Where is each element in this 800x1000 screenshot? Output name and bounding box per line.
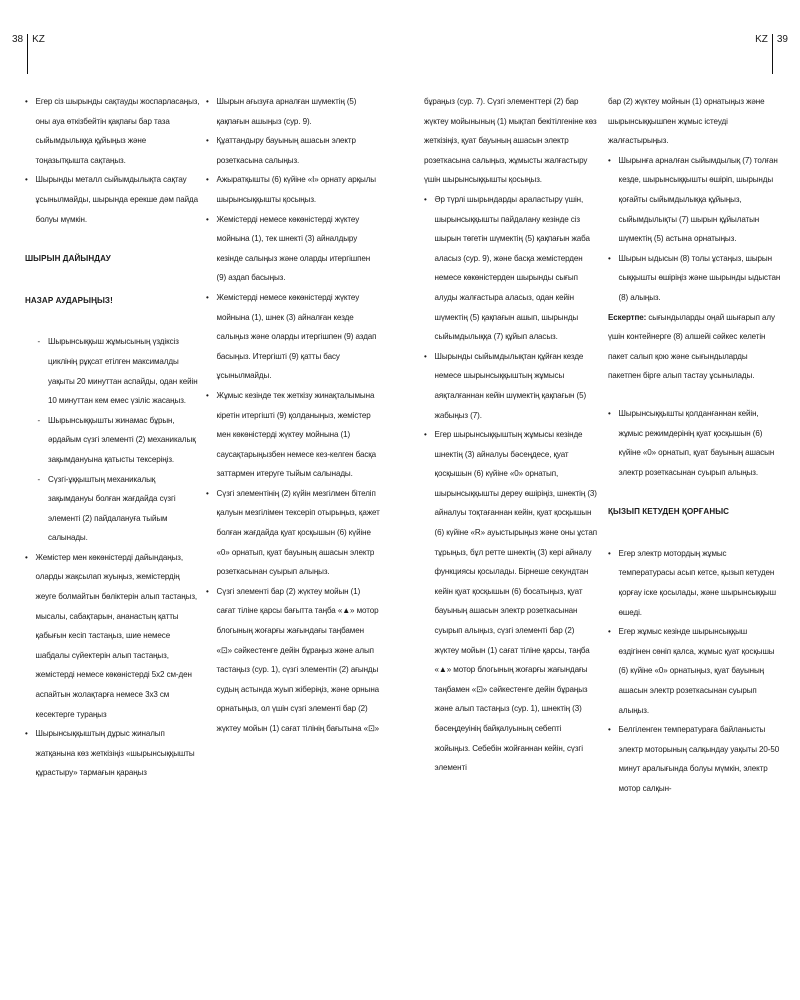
list-item: • Жемістерді немесе көкөністерді жүктеу мойнына (1), тек шнекті (3) айналдыру кезінде салыңыз және оларды итергішпен (9) аздап басыңыз. xyxy=(206,210,381,288)
note-paragraph xyxy=(608,308,781,386)
column-4 xyxy=(608,92,781,799)
operation-bullets xyxy=(206,92,381,739)
left-language-code: KZ xyxy=(32,34,45,45)
note-text: сығындыларды оңай шығарып алу үшін контейнерге (8) алшейі сәйкес келетін пакет салып қою және сығындыларды пакетпен бірге алып тастау ұсынылады. xyxy=(608,311,775,381)
header-divider xyxy=(772,34,773,74)
column-3 xyxy=(424,92,599,778)
note-label: Ескертпе: xyxy=(608,311,647,322)
continuation-paragraph: бар (2) жүктеу мойнын (1) орнатыңыз және шырынсыққышпен жұмыс істеуді жалғастырыңыз. xyxy=(608,96,765,146)
list-item: • Егер шырынсыққыштың жұмысы кезінде шнектің (3) айналуы бәсеңдесе, қуат қосқышын (6) күйіне «0» орнатып, шырынсыққышты дереу өшіріңіз, шнектің (3) айналуы тоқтағаннан кейін, қуат қосқышын (6) күйіне «R» ауыстырыңыз және оны ұстап тұрыңыз, бұл ретте шнектің (3) кері айналу функциясы қосылады. Бірнеше секундтан кейін қуат қосқышын (6) босатыңыз, қуат бауының ашасын электр розеткасынан суырып алыңыз, сүзгі элементі бар (2) жүктеу мойын (1) сағат тіліне қарсы, таңба «▲» мотор блогының жоғарғы жағындағы таңбамен «⊡» сәйкестенге дейін бұраңыз және алып тастаңыз (сур. 1), шнектің (3) бәсеңдеуінің байқалуының себепті жойыңыз. Себебін жойғаннан кейін, сүзгі элементі xyxy=(424,425,599,778)
left-page-header xyxy=(12,34,45,74)
list-item: • Белгіленген температураға байланысты электр моторының салқындау уақыты 20-50 минут аралығында болуы мүмкін, электр мотор салқын- xyxy=(608,720,781,798)
list-item: • Шырынды металл сыйымдылықта сақтау ұсынылмайды, шырында ерекше дәм пайда болуы мүмкін. xyxy=(25,170,200,229)
list-item: • Жемістер мен көкөністерді дайындаңыз, оларды жақсылап жуыңыз, жемістердің жеуге болмайтын бөліктерін алып тастаңыз, мысалы, сабақтарын, ананастың қатты қабығын кесіп тастаңыз, шие немесе шабдалы сүйектерін алып тастаңыз, жемістерді немесе көкөністерді 5х2 см-ден аспайтын жолақтарға немесе 3х3 см кесектерге тураңыз xyxy=(25,548,200,724)
preparation-bullets xyxy=(25,548,200,783)
warning-heading: НАЗАР АУДАРЫҢЫЗ! xyxy=(25,294,113,305)
list-item: • Егер жұмыс кезінде шырынсыққыш өздігінен сөніп қалса, жұмыс қуат қосқышы (6) күйіне «0» орнатыңыз, қуат бауының ашасын электр розеткасынан суырып алыңыз. xyxy=(608,622,781,720)
list-item: • Шырынды сыйымдылықтан құйған кезде немесе шырынсыққыштың жұмысы аяқталғаннан кейін шүмектің қақпағын (5) жабыңыз (7). xyxy=(424,347,599,425)
overheat-bullets xyxy=(608,544,781,799)
section-heading-juice-preparation: ШЫРЫН ДАЙЫНДАУ xyxy=(25,253,111,264)
list-item: • Шырынсыққышты қолданғаннан кейін, жұмыс режимдерінің қуат қосқышын (6) күйіне «0» орнатып, қуат бауының ашасын электр розеткасынан суырып алыңыз. xyxy=(608,404,781,482)
list-item: • Жемістерді немесе көкөністерді жүктеу мойнына (1), шнек (3) айналған кезде салыңыз және оларды итергішпен (9) аздап басыңыз. Итергішті (9) қатты басу ұсынылмайды. xyxy=(206,288,381,386)
list-item: • Сүзгі элементі бар (2) жүктеу мойын (1) сағат тіліне қарсы бағытта таңба «▲» мотор блогының жоғарғы жағындағы таңбамен «⊡» сәйкестенге дейін бұраңыз және алып тастаңыз (сур. 1), сүзгі элементін (2) ағынды судың астында жуып жіберіңіз, және орнына орнатыңыз, ол үшін сүзгі элементі бар (2) жүктеу мойын (1) сағат тілінің бағытына «⊡» xyxy=(206,582,381,739)
spacer xyxy=(608,386,781,404)
column-1 xyxy=(25,92,200,783)
after-use-bullets xyxy=(608,404,781,482)
column-2 xyxy=(206,92,381,739)
right-page-header xyxy=(755,34,788,74)
list-item: • Құаттандыру бауының ашасын электр розеткасына салыңыз. xyxy=(206,131,381,170)
list-item: • Егер электр мотордың жұмыс температурасы асып кетсе, қызып кетуден қорғау іске қосылады, және шырынсыққыш өшеді. xyxy=(608,544,781,622)
list-item: • Шырын ағызуға арналған шүмектің (5) қақпағын ашыңыз (сур. 9). xyxy=(206,92,381,131)
list-item: • Сүзгі элементінің (2) күйін мезгілмен бітеліп қалуын мезгілімен тексеріп отырыңыз, қажет болған жағдайда қуат қосқышын (6) күйіне «0» орнатып, қуат бауының ашасын электр розеткасынан суырып алыңыз. xyxy=(206,484,381,582)
list-item: • Егер сіз шырынды сақтауды жоспарласаңыз, оны ауа өткізбейтін қақпағы бар таза сыйымдылыққа құйыңыз және тоңазытқышта сақтаңыз. xyxy=(25,92,200,170)
right-page-number: 39 xyxy=(776,34,788,45)
right-language-code: KZ xyxy=(755,34,768,45)
list-item: • Шырын ыдысын (8) толы ұстаңыз, шырын сыққышты өшіріңіз және шырынды ыдыстан (8) алыңыз. xyxy=(608,249,781,308)
list-item: - Сүзгі-ұққыштың механикалық зақымдануы болған жағдайда сүзгі элементі (2) пайдалануға тыйым салынады. xyxy=(25,470,200,548)
list-item: - Шырынсыққыш жұмысының үздіксіз циклінің рұқсат етілген максималды уақыты 20 минуттан аспайды, одан кейін 10 минуттан кем емес үзіліс жасаңыз. xyxy=(25,332,200,410)
storage-bullets xyxy=(25,92,200,229)
mixing-bullets xyxy=(424,190,599,778)
section-heading-overheat-protection: ҚЫЗЫП КЕТУДЕН ҚОРҒАНЫС xyxy=(608,506,730,517)
continuation-paragraph: бұраңыз (сур. 7). Сүзгі элементтері (2) бар жүктеу мойынының (1) мықтап бекітілгеніне көз жеткізіңіз, қуат бауының ашасын электр розеткасына салыңыз, жұмысты жалғастыру үшін шырынсыққышты қосыңыз. xyxy=(424,96,597,185)
container-bullets xyxy=(608,151,781,308)
warning-dash-list xyxy=(25,332,200,548)
list-item: - Шырынсыққышты жинамас бұрын, әрдайым сүзгі элементі (2) механикалық зақымдануына қатысты тексеріңіз. xyxy=(25,411,200,470)
header-divider xyxy=(27,34,28,74)
left-page-number: 38 xyxy=(12,34,24,45)
list-item: • Әр түрлі шырындарды араластыру үшін, шырынсыққышты пайдалану кезінде сіз шырын төгетін шүмектің (5) қақпағын жаба аласыз (сур. 9), және басқа жемістерден немесе көкөністерден шырынды сығып алуды жалғастыра аласыз, одан кейін шүмектің (5) қақпағын ашып, шырынды сыйымдылыққа (7) құйып аласыз. xyxy=(424,190,599,347)
list-item: • Шырынға арналған сыйымдылық (7) толған кезде, шырынсыққышты өшіріп, шырынды қоғайты сыйымдылыққа құйыңыз, сыйымдылықты (7) шырын құйылатын шүмектің (5) астына орнатыңыз. xyxy=(608,151,781,249)
list-item: • Ажыратқышты (6) күйіне «I» орнату арқылы шырынсыққышты қосыңыз. xyxy=(206,170,381,209)
list-item: • Жұмыс кезінде тек жеткізу жинақталымына кіретін итергішті (9) қолданыңыз, жемістер мен көкөністерді жүктеу мойнына (1) саусақтарыңызбен немесе кез-келген басқа заттармен итеруге тыйым салынады. xyxy=(206,386,381,484)
list-item: • Шырынсыққыштың дұрыс жиналып жатқанына көз жеткізіңіз «шырынсыққышты құрастыру» тармағын қараңыз xyxy=(25,724,200,783)
